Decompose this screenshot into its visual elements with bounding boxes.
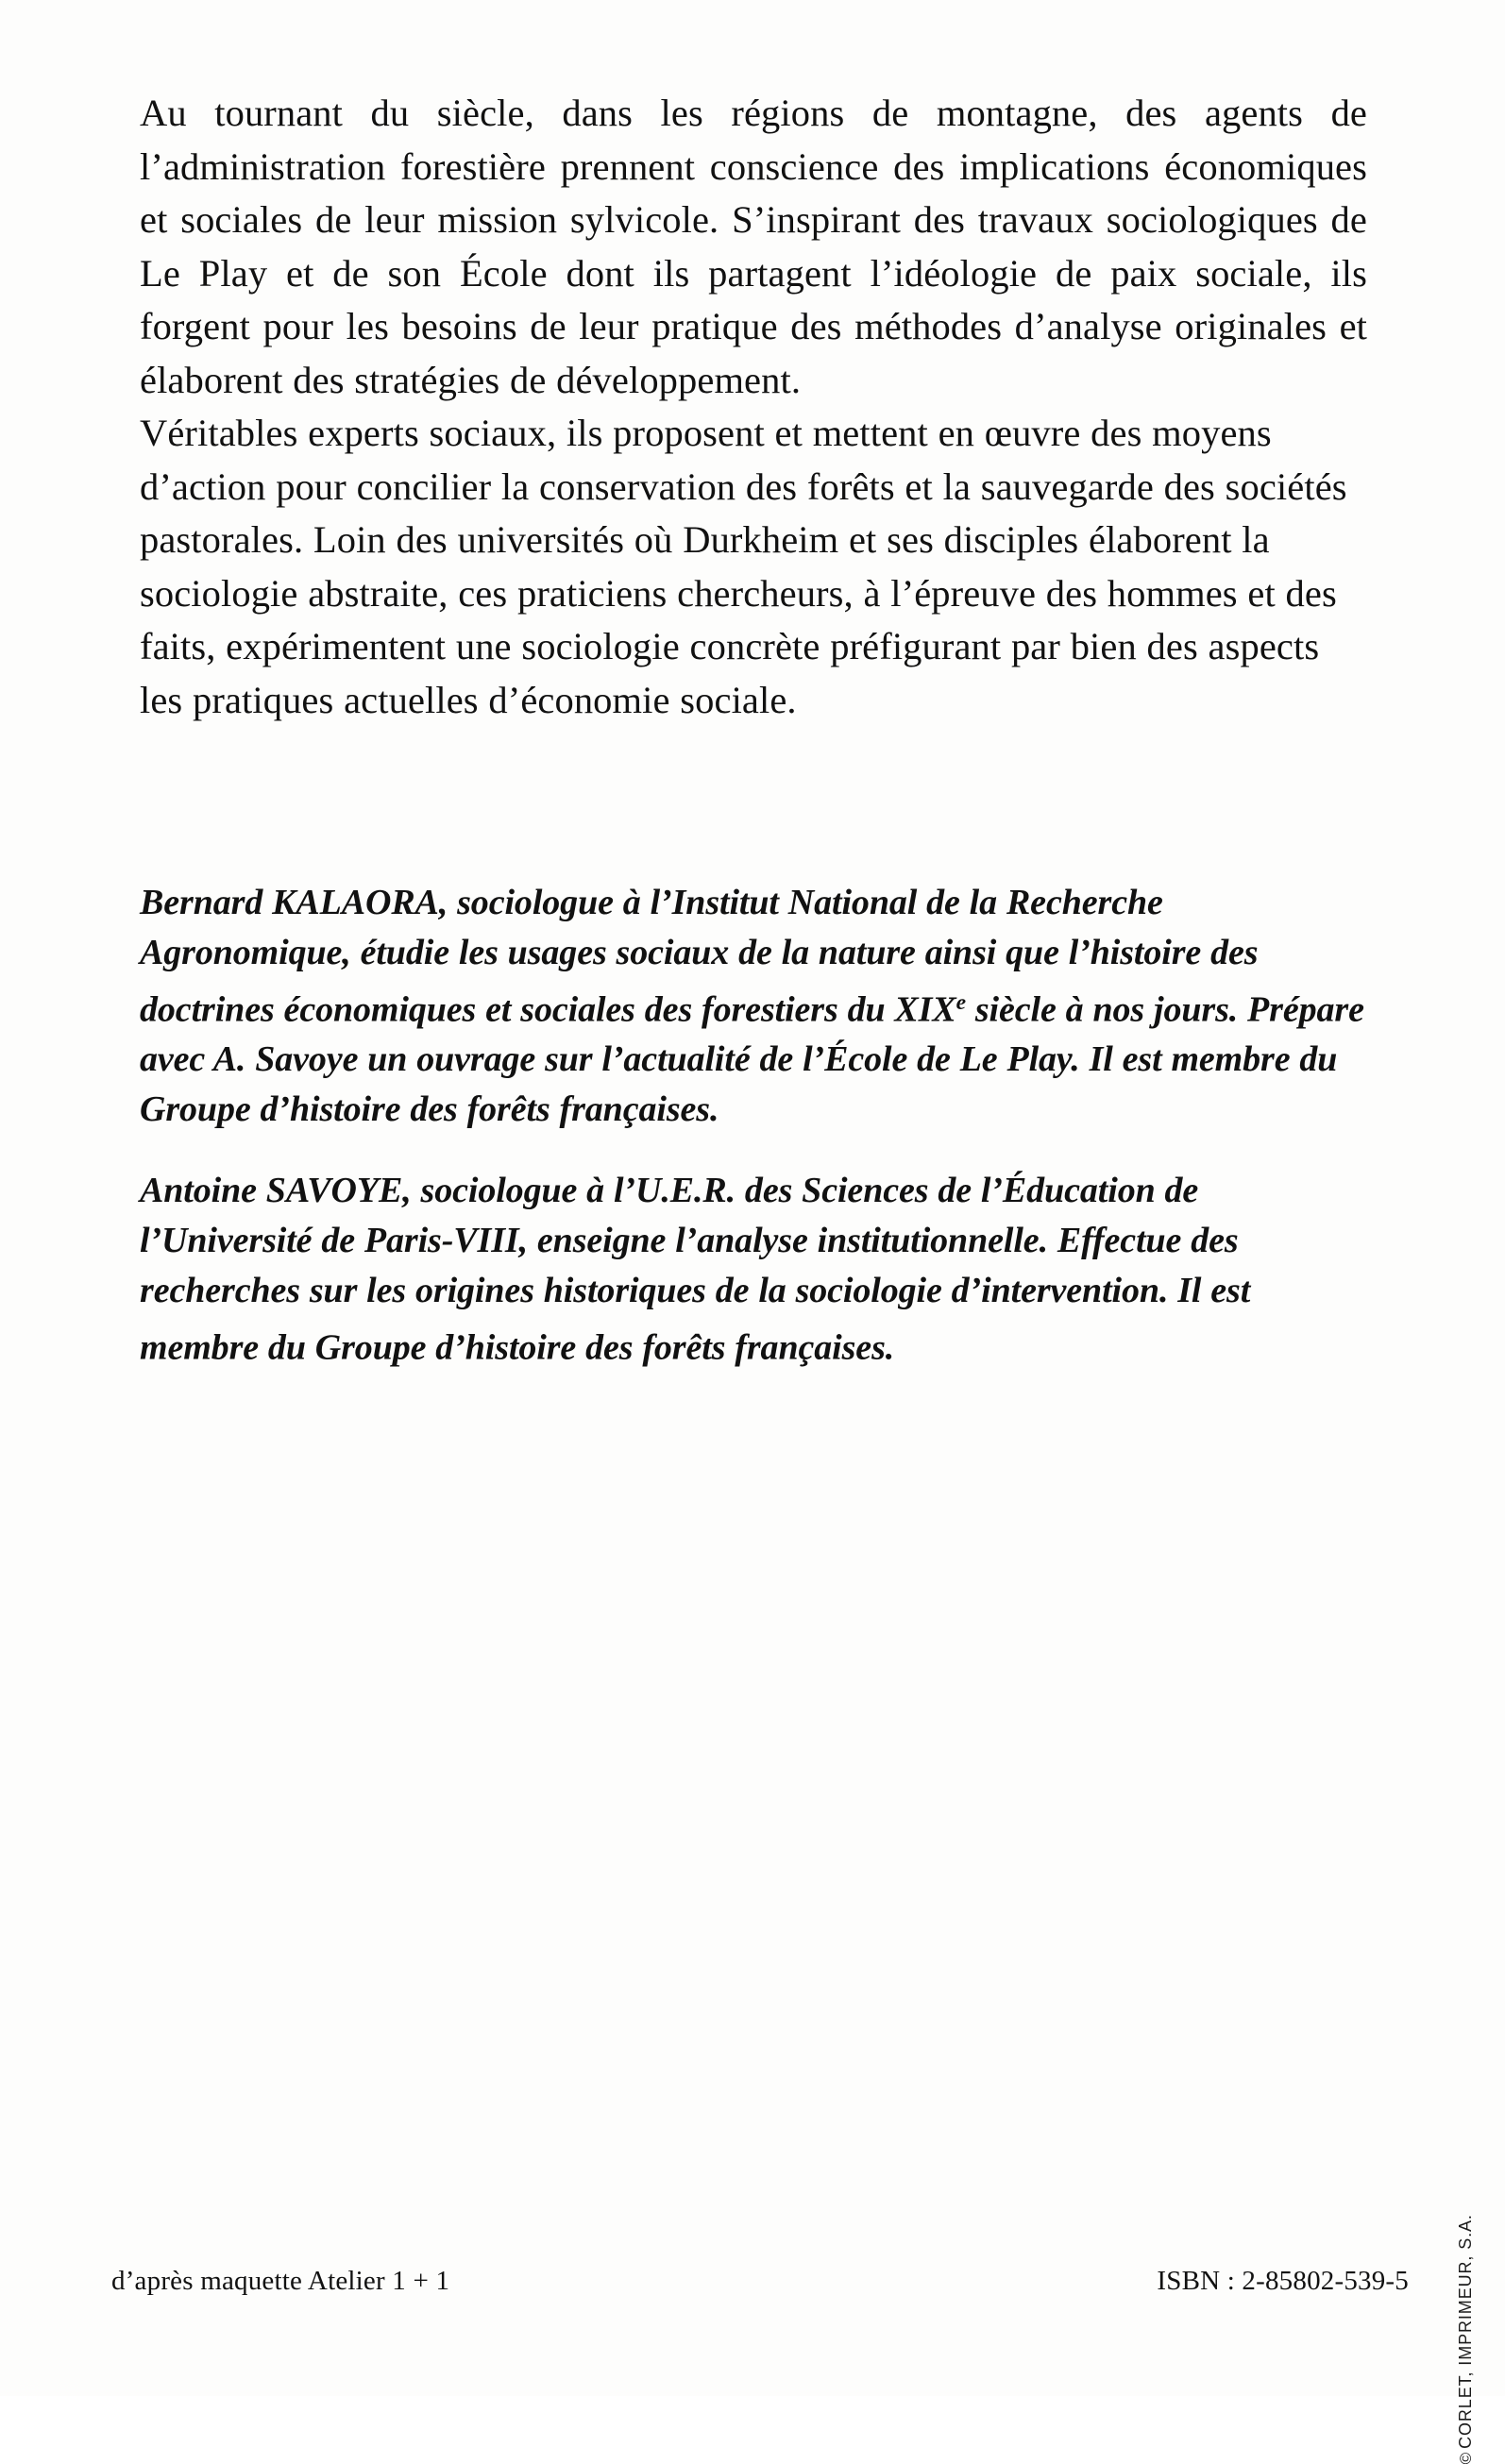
paragraph-2: Véritables experts sociaux, ils proposent et mettent en œuvre des moyens d’action pour concilier la conservation des forêts et la sauvegarde des sociétés pastorales. Loin des universités où Durkheim et ses disciples élaborent la sociologie abstraite, ces praticiens chercheurs, à l’épreuve des hommes et des faits, expérimentent une sociologie concrète préfigurant par bien des aspects les pratiques actuelles d’économie sociale. [140, 412, 1347, 721]
author-bio-kalaora [140, 878, 1367, 1135]
author-bio-text [140, 1166, 1367, 1373]
body-text-block [140, 87, 1367, 727]
ordinal-superscript: e [955, 990, 966, 1015]
author-name: Bernard KALAORA [140, 883, 439, 922]
author-bio-text [140, 878, 1367, 1135]
footer-isbn: ISBN : 2-85802-539-5 [1157, 2266, 1409, 2296]
footer-credit: d’après maquette Atelier 1 + 1 [111, 2266, 450, 2296]
author-bio-before: , sociologue à l’Institut National de la Recherche Agronomique, étudie les usages sociaux de la nature ainsi que l’histoire des doctrines économiques et sociales des forestiers du XIX [140, 883, 1259, 1030]
author-name: Antoine SAVOYE [140, 1171, 403, 1210]
paragraph-1: Au tournant du siècle, dans les régions de montagne, des agents de l’administration forestière prennent conscience des implications économiques et sociales de leur mission sylvicole. S’inspirant des travaux sociologiques de Le Play et de son École dont ils partagent l’idéologie de paix sociale, ils forgent pour les besoins de leur pratique des méthodes d’analyse originales et élaborent des stratégies de développement. [140, 92, 1367, 401]
page-footer [111, 2266, 1409, 2297]
author-bio-before: , sociologue à l’U.E.R. des Sciences de l’Éducation de l’Université de Paris-VIII, enseigne l’analyse institutionnelle. Effectue des recherches sur les origines historiques de la sociologie d’intervention. Il est membre du Groupe d’histoire des forêts françaises. [140, 1171, 1251, 1368]
author-bio-after: siècle à nos jours. Prépare avec A. Savoye un ouvrage sur l’actualité de l’École de Le Play. Il est membre du Groupe d’histoire des forêts françaises. [140, 989, 1364, 1130]
printer-imprint [1456, 2214, 1476, 2464]
copyright-icon: © [1457, 2451, 1475, 2464]
printer-imprint-label: CORLET, IMPRIMEUR, S.A. [1456, 2214, 1475, 2449]
author-bio-savoye [140, 1166, 1367, 1373]
